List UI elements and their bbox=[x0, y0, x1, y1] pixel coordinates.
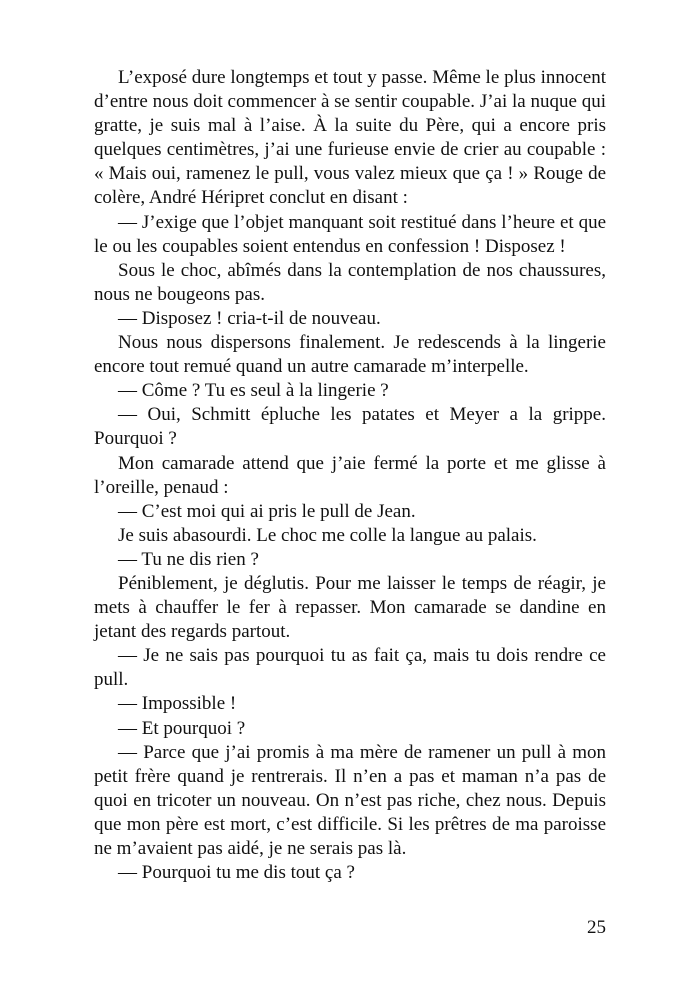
paragraph: — C’est moi qui ai pris le pull de Jean. bbox=[118, 500, 416, 522]
paragraph: Sous le choc, abîmés dans la contemplation de nos chaussures, nous ne bougeons pas. bbox=[94, 259, 606, 305]
paragraph: — Impossible ! bbox=[118, 693, 237, 715]
paragraph: L’exposé dure longtemps et tout y passe. Même le plus innocent d’entre nous doit commencer à se sentir coupable. J’ai la nuque qui gratte, je suis mal à l’aise. À la suite du Père, qui a encore pris quelques centimètres, j’ai une furieuse envie de crier au coupable : « Mais oui, ramenez le pull, vous valez mieux que ça ! » Rouge de colère, André Héripret conclut en disant : bbox=[94, 67, 606, 209]
paragraph: Nous nous dispersons finalement. Je redescends à la lingerie encore tout remué quand un autre camarade m’interpelle. bbox=[94, 332, 606, 378]
paragraph: — Je ne sais pas pourquoi tu as fait ça, mais tu dois rendre ce pull. bbox=[94, 645, 606, 691]
paragraph: — Parce que j’ai promis à ma mère de ramener un pull à mon petit frère quand je rentrerais. Il n’en a pas et maman n’a pas de quoi en tricoter un nouveau. On n’est pas riche, chez nous. Depuis que mon père est mort, c’est difficile. Si les prêtres de ma paroisse ne m’avaient pas aidé, je ne serais pas là. bbox=[94, 741, 606, 859]
paragraph: — Oui, Schmitt épluche les patates et Meyer a la grippe. Pourquoi ? bbox=[94, 404, 606, 450]
body-text bbox=[94, 66, 606, 885]
paragraph: — J’exige que l’objet manquant soit restitué dans l’heure et que le ou les coupables soient entendus en confession ! Disposez ! bbox=[94, 211, 606, 257]
paragraph: — Disposez ! cria-t-il de nouveau. bbox=[118, 307, 381, 329]
paragraph: — Côme ? Tu es seul à la lingerie ? bbox=[118, 380, 389, 402]
paragraph: — Tu ne dis rien ? bbox=[118, 548, 259, 570]
paragraph: Mon camarade attend que j’aie fermé la porte et me glisse à l’oreille, penaud : bbox=[94, 452, 606, 498]
paragraph: Je suis abasourdi. Le choc me colle la langue au palais. bbox=[118, 524, 537, 546]
paragraph: — Et pourquoi ? bbox=[118, 717, 246, 739]
paragraph: — Pourquoi tu me dis tout ça ? bbox=[118, 862, 355, 884]
page-number: 25 bbox=[587, 917, 606, 938]
paragraph: Péniblement, je déglutis. Pour me laisser le temps de réagir, je mets à chauffer le fer à repasser. Mon camarade se dandine en jetant des regards partout. bbox=[94, 572, 606, 643]
